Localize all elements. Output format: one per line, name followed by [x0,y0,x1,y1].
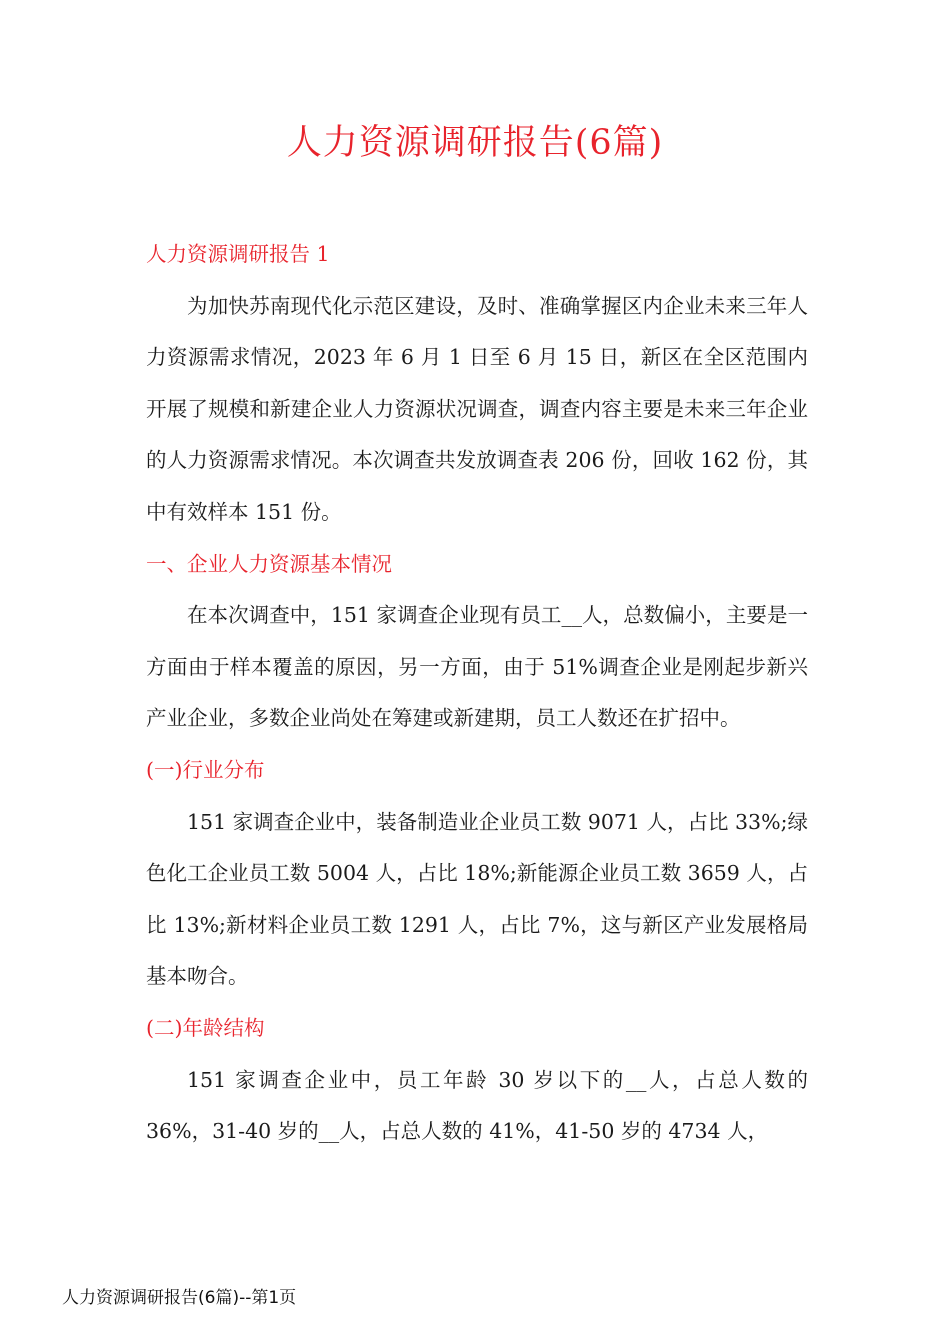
document-title: 人力资源调研报告(6篇) [286,123,664,163]
document-body [146,229,808,1158]
age-structure-heading: (二)年龄结构 [146,1015,265,1040]
part1-paragraph: 在本次调查中，151 家调查企业现有员工__人，总数偏小，主要是一方面由于样本覆盖的原因，另一方面，由于 51%调查企业是刚起步新兴产业企业，多数企业尚处在筹建或新建期，员工人数还在扩招中。 [146,603,808,731]
industry-distribution-heading: (一)行业分布 [146,757,265,782]
section-heading: 人力资源调研报告 1 [146,242,330,266]
page-footer: 人力资源调研报告(6篇)--第1页 [62,1288,297,1308]
age-structure-paragraph: 151 家调查企业中，员工年龄 30 岁以下的__人，占总人数的 36%，31-40 岁的__人，占总人数的 41%，41-50 岁的 4734 人， [146,1067,808,1144]
intro-paragraph: 为加快苏南现代化示范区建设，及时、准确掌握区内企业未来三年人力资源需求情况，2023 年 6 月 1 日至 6 月 15 日，新区在全区范围内开展了规模和新建企业人力资源状况调查，调查内容主要是未来三年企业的人力资源需求情况。本次调查共发放调查表 206 份，回收 162 份，其中有效样本 151 份。 [146,293,808,524]
industry-distribution-paragraph: 151 家调查企业中，装备制造业企业员工数 9071 人，占比 33%;绿色化工企业员工数 5004 人，占比 18%;新能源企业员工数 3659 人，占比 13%;新材料企业员工数 1291 人，占比 7%，这与新区产业发展格局基本吻合。 [146,809,808,989]
part1-heading: 一、企业人力资源基本情况 [146,551,392,576]
